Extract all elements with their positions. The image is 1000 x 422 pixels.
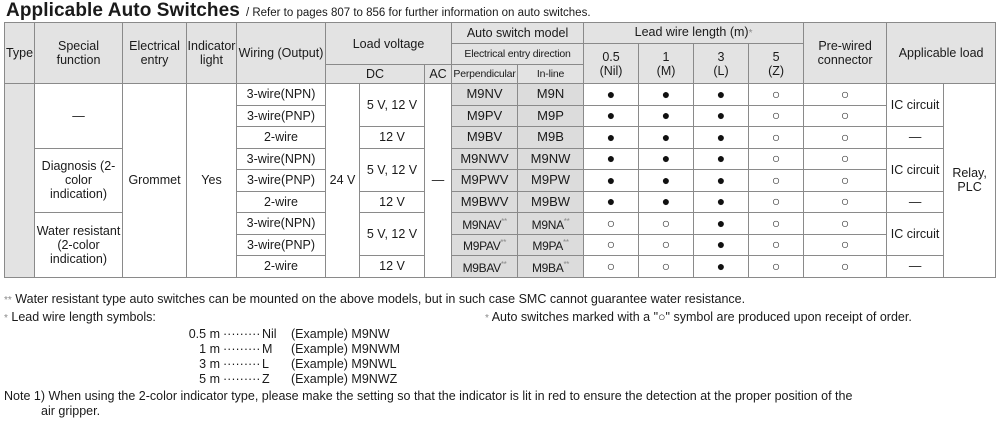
header-len-1: 1 (M)	[639, 44, 694, 84]
lead-length-mark-filled: ●	[639, 148, 694, 170]
header-type: Type	[5, 23, 35, 84]
header-dc: DC	[326, 65, 425, 84]
lead-length-mark-open: ○	[749, 127, 804, 149]
ic-circuit-cell: IC circuit	[887, 213, 944, 256]
lead-length-mark-filled: ●	[584, 105, 639, 127]
lead-length-mark-open: ○	[639, 213, 694, 235]
lead-length-mark-filled: ●	[694, 127, 749, 149]
lead-length-mark-filled: ●	[639, 127, 694, 149]
special-function-cell: Water resistant (2-color indication)	[35, 213, 123, 278]
lead-length-mark-filled: ●	[584, 127, 639, 149]
header-applicable-load: Applicable load	[887, 23, 996, 84]
prewired-mark-open: ○	[804, 234, 887, 256]
header-electrical-entry: Electrical entry	[123, 23, 187, 84]
note-1-line-1: Note 1) When using the 2-color indicator type, please make the setting so that the indicator is lit in red to ensure the detection at the proper position of the	[4, 389, 853, 403]
lead-length-mark-open: ○	[584, 256, 639, 278]
lead-symbol-length: 5 m	[199, 372, 220, 386]
lead-symbol-dots: ·········	[223, 372, 261, 386]
lead-length-mark-open: ○	[749, 256, 804, 278]
model-perpendicular-cell: M9BWV	[452, 191, 518, 213]
lead-symbol-code: M	[262, 342, 273, 356]
voltage-cell: 12 V	[360, 127, 425, 149]
lead-length-mark-open: ○	[749, 105, 804, 127]
page-title: Applicable Auto Switches	[6, 0, 240, 21]
header-special-function: Special function	[35, 23, 123, 84]
load-dash-cell: —	[887, 191, 944, 213]
lead-symbol-dots: ·········	[223, 327, 261, 341]
model-perpendicular-cell: M9NV	[452, 84, 518, 106]
load-dash-cell: —	[887, 256, 944, 278]
model-inline-cell: M9PA**	[518, 234, 584, 256]
model-inline-cell: M9B	[518, 127, 584, 149]
lead-symbol-dots: ·········	[223, 357, 261, 371]
lead-length-mark-open: ○	[749, 213, 804, 235]
lead-length-mark-open: ○	[749, 84, 804, 106]
table-body	[5, 84, 996, 278]
lead-symbol-code: Nil	[262, 327, 277, 341]
voltage-cell: 5 V, 12 V	[360, 84, 425, 127]
table-row	[5, 84, 996, 106]
prewired-mark-open: ○	[804, 84, 887, 106]
header-in-line: In-line	[518, 65, 584, 84]
title-bar	[6, 0, 591, 22]
header-load-voltage: Load voltage	[326, 23, 452, 65]
header-len-05: 0.5 (Nil)	[584, 44, 639, 84]
model-inline-cell: M9P	[518, 105, 584, 127]
header-auto-switch-model: Auto switch model	[452, 23, 584, 44]
lead-length-mark-open: ○	[749, 234, 804, 256]
wiring-cell: 3-wire(PNP)	[237, 105, 326, 127]
model-perpendicular-cell: M9BV	[452, 127, 518, 149]
header-perpendicular: Perpendicular	[452, 65, 518, 84]
model-perpendicular-cell: M9NWV	[452, 148, 518, 170]
header-len-5: 5 (Z)	[749, 44, 804, 84]
model-perpendicular-cell: M9BAV**	[452, 256, 518, 278]
model-inline-cell: M9NW	[518, 148, 584, 170]
voltage-cell: 12 V	[360, 191, 425, 213]
lead-length-mark-filled: ●	[639, 84, 694, 106]
lead-length-mark-open: ○	[749, 170, 804, 192]
prewired-mark-open: ○	[804, 105, 887, 127]
electrical-entry-cell: Grommet	[123, 84, 187, 278]
lead-length-mark-filled: ●	[694, 213, 749, 235]
model-inline-cell: M9BW	[518, 191, 584, 213]
lead-symbol-length: 3 m	[199, 357, 220, 371]
wiring-cell: 3-wire(NPN)	[237, 84, 326, 106]
lead-length-mark-filled: ●	[694, 84, 749, 106]
lead-length-mark-filled: ●	[584, 84, 639, 106]
lead-symbol-code: L	[262, 357, 269, 371]
voltage-cell: 12 V	[360, 256, 425, 278]
lead-length-mark-filled: ●	[584, 191, 639, 213]
header-wiring: Wiring (Output)	[237, 23, 326, 84]
wiring-cell: 3-wire(PNP)	[237, 234, 326, 256]
header-prewired-connector: Pre-wired connector	[804, 23, 887, 84]
lead-length-mark-filled: ●	[694, 170, 749, 192]
voltage-cell: 5 V, 12 V	[360, 148, 425, 191]
lead-symbol-example: (Example) M9NW	[291, 327, 390, 341]
note-1-line-2: air gripper.	[41, 404, 101, 418]
lead-symbol-example: (Example) M9NWL	[291, 357, 397, 371]
lead-length-mark-filled: ●	[639, 170, 694, 192]
dc-voltage-cell: 24 V	[326, 84, 360, 278]
special-function-cell: Diagnosis (2-color indication)	[35, 148, 123, 213]
lead-symbol-length: 0.5 m	[188, 327, 220, 341]
model-perpendicular-cell: M9PWV	[452, 170, 518, 192]
model-inline-cell: M9N	[518, 84, 584, 106]
lead-length-mark-open: ○	[584, 213, 639, 235]
wiring-cell: 3-wire(NPN)	[237, 213, 326, 235]
lead-length-mark-filled: ●	[694, 256, 749, 278]
footnote-open-symbol: * Auto switches marked with a "○" symbol are produced upon receipt of order.	[485, 310, 912, 324]
indicator-light-cell: Yes	[187, 84, 237, 278]
relay-plc-cell: Relay, PLC	[944, 84, 996, 278]
lead-symbol-dots: ·········	[223, 342, 261, 356]
wiring-cell: 3-wire(PNP)	[237, 170, 326, 192]
header-lead-wire-length: Lead wire length (m)*	[584, 23, 804, 44]
lead-length-mark-filled: ●	[694, 191, 749, 213]
prewired-mark-open: ○	[804, 170, 887, 192]
wiring-cell: 2-wire	[237, 256, 326, 278]
lead-length-mark-open: ○	[749, 148, 804, 170]
lead-symbol-example: (Example) M9NWM	[291, 342, 401, 356]
model-inline-cell: M9BA**	[518, 256, 584, 278]
prewired-mark-open: ○	[804, 213, 887, 235]
prewired-mark-open: ○	[804, 148, 887, 170]
wiring-cell: 3-wire(NPN)	[237, 148, 326, 170]
auto-switch-table	[4, 22, 996, 278]
wiring-cell: 2-wire	[237, 127, 326, 149]
model-perpendicular-cell: M9PAV**	[452, 234, 518, 256]
lead-length-mark-open: ○	[639, 256, 694, 278]
wiring-cell: 2-wire	[237, 191, 326, 213]
ac-voltage-cell: —	[425, 84, 452, 278]
lead-symbol-example: (Example) M9NWZ	[291, 372, 398, 386]
lead-length-mark-filled: ●	[584, 170, 639, 192]
lead-length-mark-filled: ●	[694, 148, 749, 170]
title-reference: / Refer to pages 807 to 856 for further information on auto switches.	[245, 7, 591, 19]
lead-length-mark-open: ○	[584, 234, 639, 256]
voltage-cell: 5 V, 12 V	[360, 213, 425, 256]
prewired-mark-open: ○	[804, 256, 887, 278]
header-len-3: 3 (L)	[694, 44, 749, 84]
prewired-mark-open: ○	[804, 127, 887, 149]
header-ac: AC	[425, 65, 452, 84]
load-dash-cell: —	[887, 127, 944, 149]
lead-length-mark-filled: ●	[694, 234, 749, 256]
footnote-lead-wire-title: * Lead wire length symbols:	[4, 310, 156, 324]
header-entry-direction: Electrical entry direction	[452, 44, 584, 65]
ic-circuit-cell: IC circuit	[887, 148, 944, 191]
model-perpendicular-cell: M9PV	[452, 105, 518, 127]
special-function-cell: —	[35, 84, 123, 149]
lead-length-mark-filled: ●	[584, 148, 639, 170]
model-inline-cell: M9NA**	[518, 213, 584, 235]
type-cell	[5, 84, 35, 278]
model-inline-cell: M9PW	[518, 170, 584, 192]
model-perpendicular-cell: M9NAV**	[452, 213, 518, 235]
footnote-water-resistant: ** Water resistant type auto switches can be mounted on the above models, but in such case SMC cannot guarantee water resistance.	[4, 292, 746, 306]
lead-length-mark-open: ○	[639, 234, 694, 256]
ic-circuit-cell: IC circuit	[887, 84, 944, 127]
lead-symbol-length: 1 m	[199, 342, 220, 356]
lead-symbol-code: Z	[262, 372, 270, 386]
lead-length-mark-filled: ●	[639, 105, 694, 127]
lead-length-mark-open: ○	[749, 191, 804, 213]
lead-length-mark-filled: ●	[694, 105, 749, 127]
lead-length-mark-filled: ●	[639, 191, 694, 213]
prewired-mark-open: ○	[804, 191, 887, 213]
header-indicator-light: Indicator light	[187, 23, 237, 84]
